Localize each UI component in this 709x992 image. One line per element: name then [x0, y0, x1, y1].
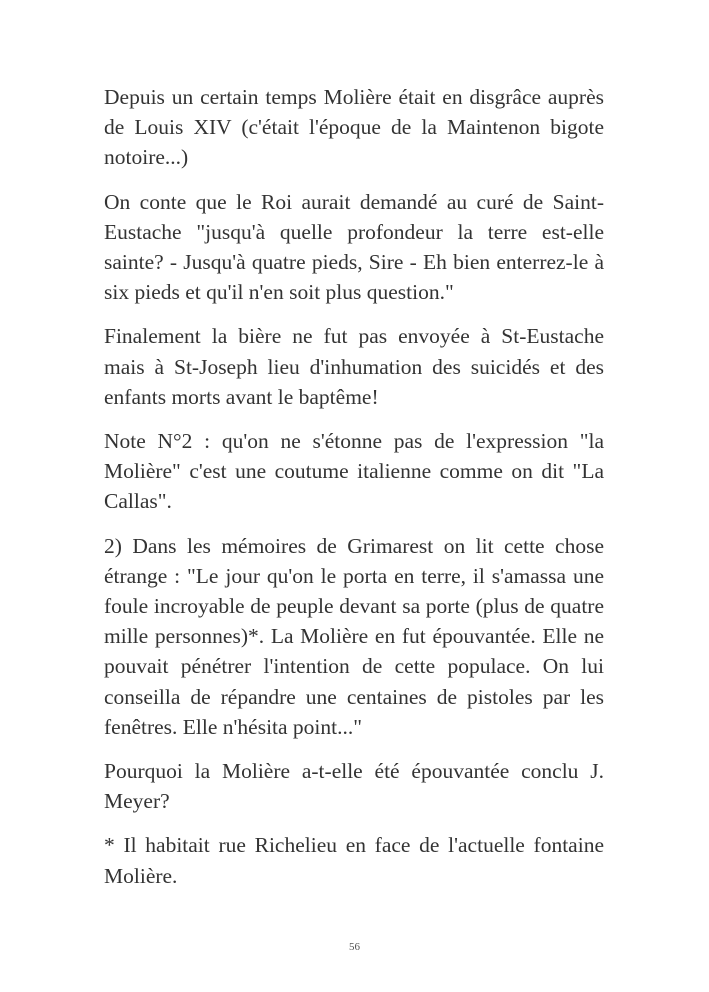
body-text	[104, 82, 604, 905]
page-number: 56	[349, 941, 360, 953]
paragraph-note-2: Note N°2 : qu'on ne s'étonne pas de l'expression "la Molière" c'est une coutume italienne comme on dit "La Callas".	[104, 429, 604, 514]
paragraph-burial: Finalement la bière ne fut pas envoyée à St-Eustache mais à St-Joseph lieu d'inhumation des suicidés et des enfants morts avant le baptême!	[104, 324, 604, 409]
paragraph-grimarest: 2) Dans les mémoires de Grimarest on lit cette chose étrange : "Le jour qu'on le porta en terre, il s'amassa une foule incroyable de peuple devant sa porte (plus de quatre mille personnes)*. La Molière en fut épouvantée. Elle ne pouvait pénétrer l'intention de cette populace. On lui conseilla de répandre une centaines de pistoles par les fenêtres. Elle n'hésita point..."	[104, 533, 604, 739]
footnote: * Il habitait rue Richelieu en face de l'actuelle fontaine Molière.	[104, 833, 604, 888]
paragraph-disgrace: Depuis un certain temps Molière était en disgrâce auprès de Louis XIV (c'était l'époque de la Maintenon bigote notoire...)	[104, 85, 604, 170]
paragraph-question: Pourquoi la Molière a-t-elle été épouvantée conclu J. Meyer?	[104, 759, 604, 814]
paragraph-king-anecdote: On conte que le Roi aurait demandé au curé de Saint-Eustache "jusqu'à quelle profondeur la terre est-elle sainte? - Jusqu'à quatre pieds, Sire - Eh bien enterrez-le à six pieds et qu'il n'en soit plus question."	[104, 189, 604, 305]
